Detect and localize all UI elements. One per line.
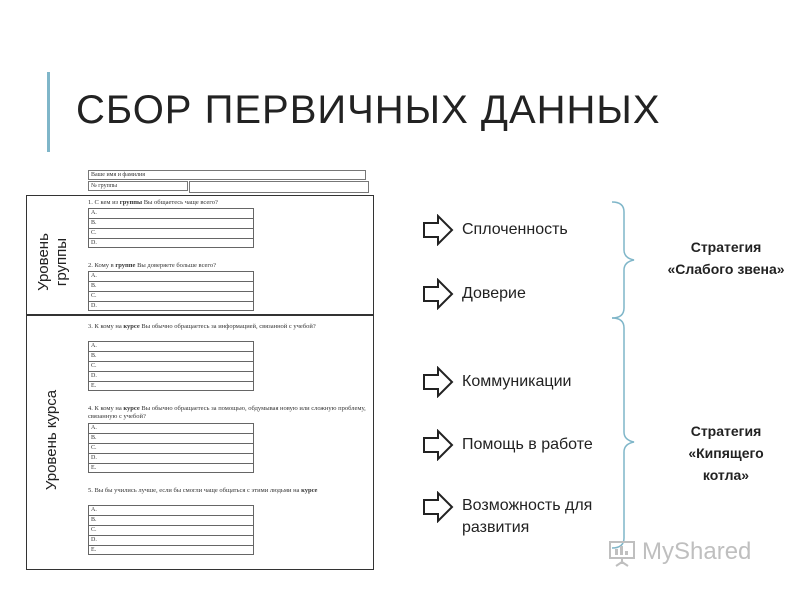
presentation-icon — [606, 536, 638, 568]
option-d: D. — [88, 238, 254, 248]
option-d: D. — [88, 371, 254, 381]
q2-text: 2. Кому в — [88, 262, 116, 269]
bracket-icon — [608, 200, 638, 560]
slide-title: СБОР ПЕРВИЧНЫХ ДАННЫХ — [76, 88, 661, 132]
option-d: D. — [88, 535, 254, 545]
strategy-boiling-pot — [646, 420, 800, 486]
arrow-right-icon — [422, 214, 454, 246]
question-4-options — [88, 423, 254, 473]
q3-bold: курсе — [123, 323, 140, 330]
arrow-right-icon — [422, 491, 454, 523]
option-b: B. — [88, 515, 254, 525]
item-label: Коммуникации — [462, 373, 572, 390]
q1-text-end: Вы общаетесь чаще всего? — [142, 199, 218, 206]
strategy-weak-link — [646, 236, 800, 280]
option-e: E. — [88, 545, 254, 555]
option-d: D. — [88, 301, 254, 311]
option-a: A. — [88, 505, 254, 515]
q4-text-end: Вы обычно обращаетесь за помощью, обдумывая новую или сложную проблему, связанную с учебой? — [88, 405, 366, 420]
item-label-line1: Возможность для — [462, 497, 593, 514]
option-b: B. — [88, 218, 254, 228]
q3-text: 3. К кому на — [88, 323, 124, 330]
item-cohesion — [422, 214, 568, 246]
group-level-label — [35, 202, 71, 322]
q4-text: 4. К кому на — [88, 405, 124, 412]
question-2-options — [88, 271, 254, 311]
item-development — [422, 491, 593, 536]
question-5-options — [88, 505, 254, 555]
watermark-text: MyShared — [642, 538, 752, 565]
option-e: E. — [88, 381, 254, 391]
option-d: D. — [88, 453, 254, 463]
questionnaire-image — [26, 160, 376, 570]
watermark — [606, 536, 751, 568]
option-a: A. — [88, 271, 254, 281]
q5-text: 5. Вы бы учились лучше, если бы смогли чаще общаться с этими людьми на — [88, 487, 302, 494]
item-communications — [422, 366, 572, 398]
option-c: C. — [88, 291, 254, 301]
strategy-label-line1: Стратегия — [690, 239, 762, 255]
strategy-label-line1: Стратегия — [690, 423, 762, 439]
option-a: A. — [88, 341, 254, 351]
strategy-label-line2: «Слабого звена» — [667, 261, 785, 277]
question-1 — [88, 199, 370, 207]
name-field: Ваше имя и фамилия — [88, 170, 366, 180]
item-label-line2: развития — [462, 519, 530, 536]
item-trust — [422, 278, 526, 310]
arrow-right-icon — [422, 429, 454, 461]
q5-bold: курсе — [301, 487, 318, 494]
option-c: C. — [88, 228, 254, 238]
question-5 — [88, 487, 370, 495]
strategy-label-line2: «Кипящего — [688, 445, 764, 461]
question-2 — [88, 262, 370, 270]
option-e: E. — [88, 463, 254, 473]
option-c: C. — [88, 443, 254, 453]
question-3-options — [88, 341, 254, 391]
q1-text: 1. С кем из — [88, 199, 120, 206]
item-help-at-work — [422, 429, 593, 461]
item-label: Помощь в работе — [462, 436, 593, 453]
option-b: B. — [88, 433, 254, 443]
q2-bold: группе — [115, 262, 136, 269]
option-a: A. — [88, 208, 254, 218]
group-level-label-line1: Уровень — [35, 233, 52, 291]
option-b: B. — [88, 351, 254, 361]
item-label — [462, 495, 592, 539]
title-accent-bar — [47, 72, 50, 152]
option-b: B. — [88, 281, 254, 291]
q2-text-end: Вы доверяете больше всего? — [135, 262, 217, 269]
option-c: C. — [88, 525, 254, 535]
q4-bold: курсе — [123, 405, 140, 412]
option-c: C. — [88, 361, 254, 371]
question-4 — [88, 405, 370, 421]
item-label: Сплоченность — [462, 221, 568, 238]
group-level-label-line2: группы — [53, 237, 70, 287]
arrow-right-icon — [422, 278, 454, 310]
option-a: A. — [88, 423, 254, 433]
q1-bold: группы — [119, 199, 143, 206]
q3-text-end: Вы обычно обращаетесь за информацией, связанной с учебой? — [139, 323, 316, 330]
question-1-options — [88, 208, 254, 248]
arrow-right-icon — [422, 366, 454, 398]
question-3 — [88, 323, 370, 331]
strategy-label-line3: котла» — [702, 467, 750, 483]
item-label: Доверие — [462, 285, 526, 302]
course-level-label: Уровень курса — [43, 389, 60, 491]
group-number-field: № группы — [88, 181, 188, 191]
